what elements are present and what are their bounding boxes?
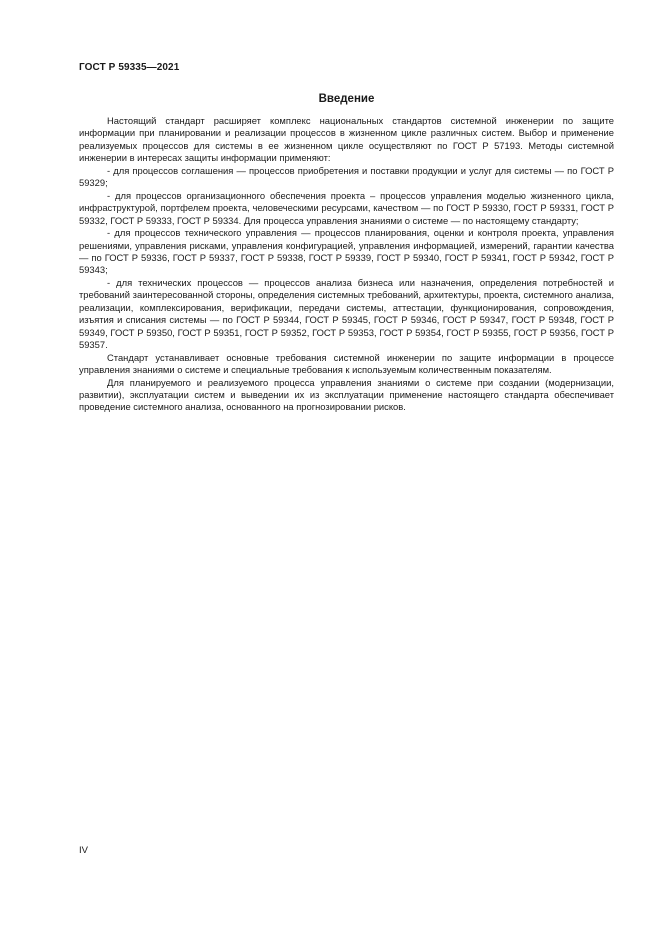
paragraph-requirements: Стандарт устанавливает основные требования системной инженерии по защите информации в процессе управления знаниями о системе и специальные требования к используемым количественным показателям. bbox=[79, 351, 614, 376]
section-body bbox=[79, 115, 614, 414]
document-code-header: ГОСТ Р 59335—2021 bbox=[79, 62, 180, 73]
paragraph-technical-management-processes: - для процессов технического управления — процессов планирования, оценки и контроля проекта, управления решениями, управления рисками, управления конфигурацией, управления информацией, измерений, гарантии качества — по ГОСТ Р 59336, ГОСТ Р 59337, ГОСТ Р 59338, ГОСТ Р 59339, ГОСТ Р 59340, ГОСТ Р 59341, ГОСТ Р 59342, ГОСТ Р 59343; bbox=[79, 227, 614, 276]
paragraph-application: Для планируемого и реализуемого процесса управления знаниями о системе при создании (модернизации, развитии), эксплуатации систем и выведении их из эксплуатации применение настоящего стандарта обеспечивает проведение системного анализа, основанного на прогнозировании рисков. bbox=[79, 376, 614, 413]
page-number: IV bbox=[79, 845, 88, 856]
paragraph-intro: Настоящий стандарт расширяет комплекс национальных стандартов системной инженерии по защите информации при планировании и реализации процессов в жизненном цикле различных систем. Выбор и применение реализуемых процессов для системы в ее жизненном цикле осуществляют по ГОСТ Р 57193. Методы системной инженерии в интересах защиты информации применяют: bbox=[79, 115, 614, 164]
paragraph-agreement-processes: - для процессов соглашения — процессов приобретения и поставки продукции и услуг для системы — по ГОСТ Р 59329; bbox=[79, 164, 614, 189]
section-title: Введение bbox=[318, 93, 375, 105]
paragraph-organizational-processes: - для процессов организационного обеспечения проекта – процессов управления моделью жизненного цикла, инфраструктурой, портфелем проекта, человеческими ресурсами, качеством — по ГОСТ Р 59330, ГОСТ Р 59331, ГОСТ Р 59332, ГОСТ Р 59333, ГОСТ Р 59334. Для процесса управления знаниями о системе — по настоящему стандарту; bbox=[79, 189, 614, 226]
paragraph-technical-processes: - для технических процессов — процессов анализа бизнеса или назначения, определения потребностей и требований заинтересованной стороны, определения системных требований, архитектуры, проекта, системного анализа, реализации, комплексирования, верификации, передачи системы, аттестации, функционирования, сопровождения, изъятия и списания системы — по ГОСТ Р 59344, ГОСТ Р 59345, ГОСТ Р 59346, ГОСТ Р 59347, ГОСТ Р 59348, ГОСТ Р 59349, ГОСТ Р 59350, ГОСТ Р 59351, ГОСТ Р 59352, ГОСТ Р 59353, ГОСТ Р 59354, ГОСТ Р 59355, ГОСТ Р 59356, ГОСТ Р 59357. bbox=[79, 276, 614, 351]
